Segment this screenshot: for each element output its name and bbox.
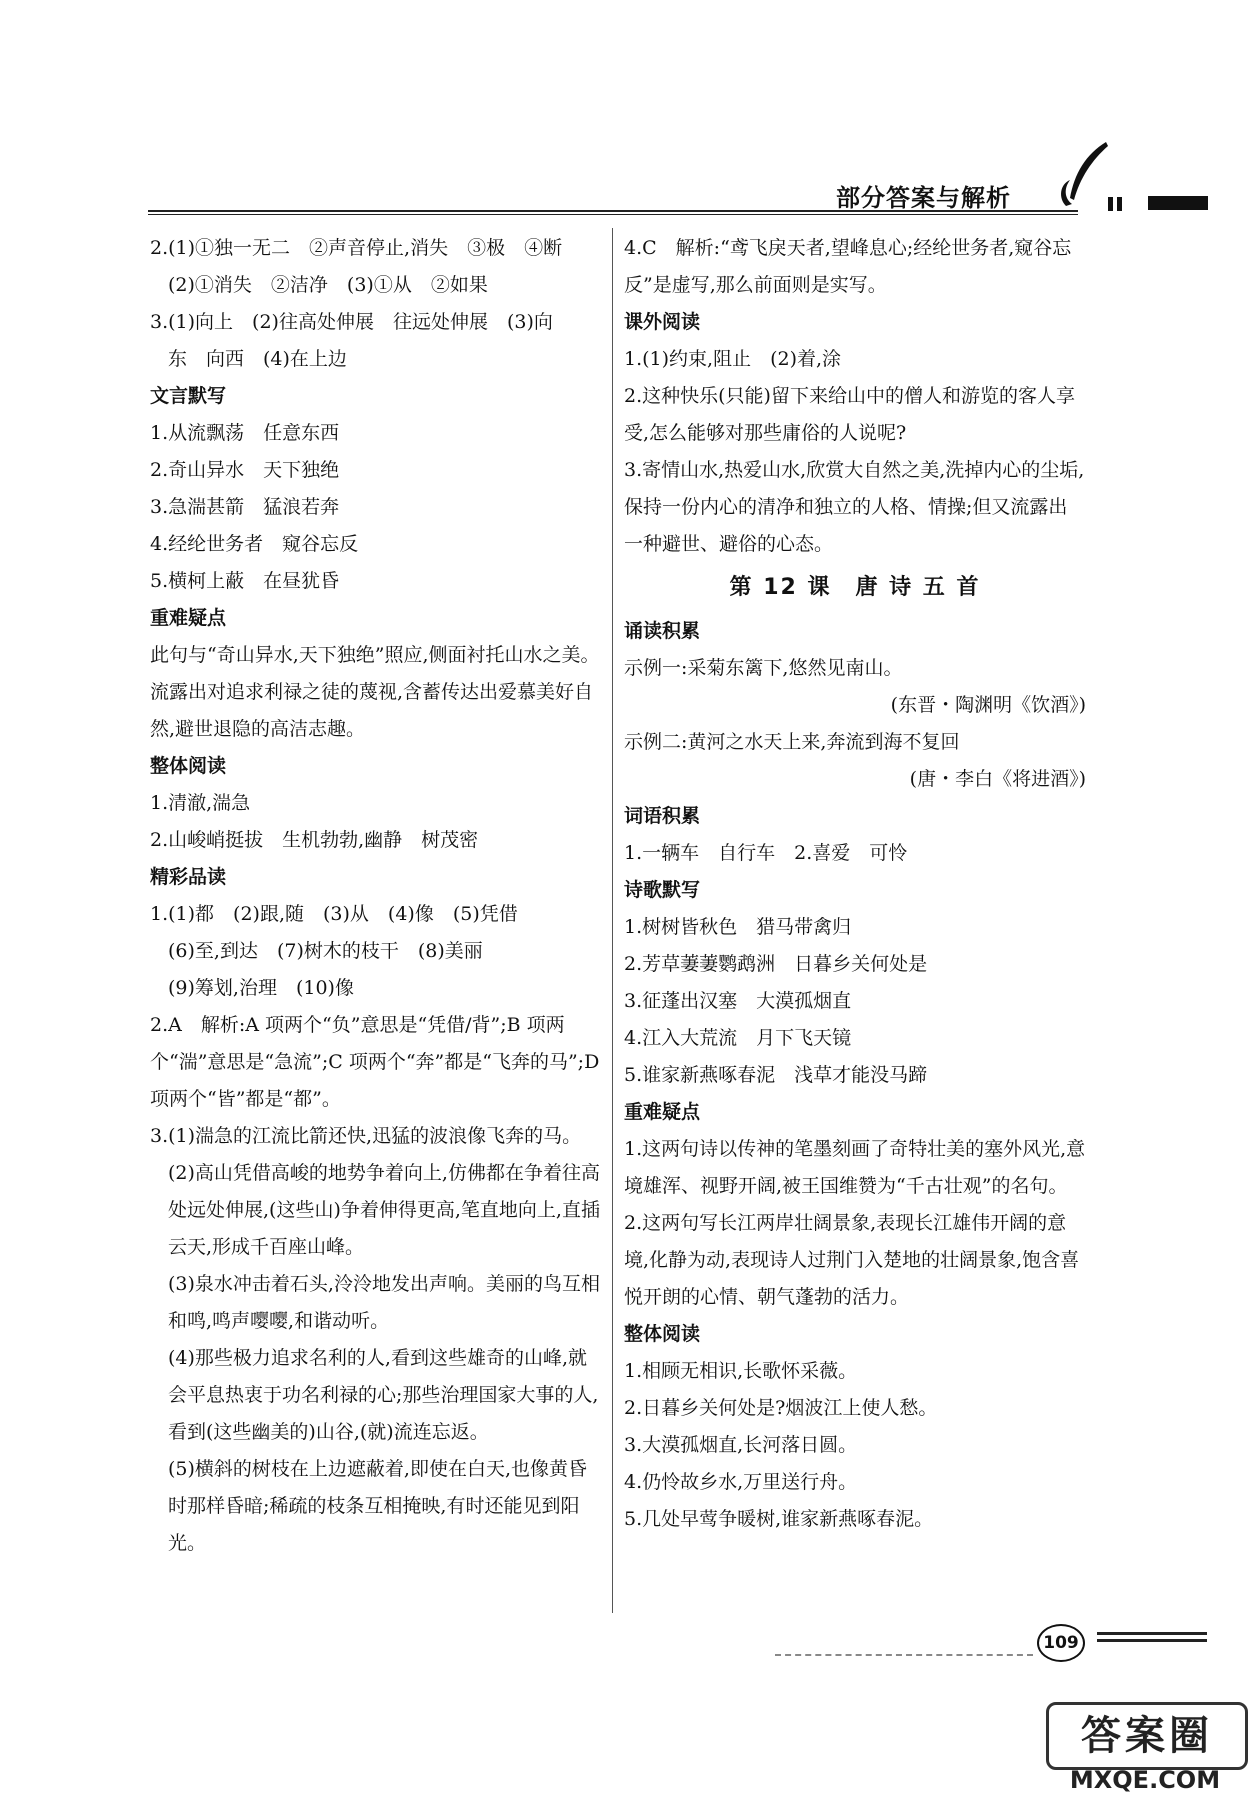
section-title: 部分答案与解析 [836,184,1011,212]
answer-line: 示例一:采菊东篱下,悠然见南山。 [624,657,903,679]
answer-line: 1.树树皆秋色 猎马带禽归 [624,916,852,938]
answer-line: 3.征蓬出汉塞 大漠孤烟直 [624,990,852,1012]
section-heading: 整体阅读 [624,1323,701,1345]
answer-line: 2.山峻峭挺拔 生机勃勃,幽静 树茂密 [150,829,479,851]
answer-line: 2.(1)①独一无二 ②声音停止,消失 ③极 ④断 [150,237,563,259]
answer-line: 4.仍怜故乡水,万里送行舟。 [624,1471,858,1493]
section-heading: 重难疑点 [150,607,227,629]
answer-line: (2)①消失 ②洁净 (3)①从 ②如果 [168,274,488,296]
section-heading: 整体阅读 [150,755,227,777]
watermark-url: MXQE.COM [1069,1766,1221,1794]
answer-line: (6)至,到达 (7)树木的枝干 (8)美丽 [168,940,483,962]
answer-paragraph: (2)高山凭借高峻的地势争着向上,仿佛都在争着往高处远处伸展,(这些山)争着伸得更高,笔直地向上,直插云天,形成千百座山峰。 [168,1162,600,1258]
answer-line: 5.谁家新燕啄春泥 浅草才能没马蹄 [624,1064,928,1086]
header-rule [148,210,1078,215]
answer-line: 1.(1)约束,阻止 (2)着,涂 [624,348,842,370]
header-bar [1148,196,1208,210]
page-header [148,160,1208,220]
answer-line: 1.(1)都 (2)跟,随 (3)从 (4)像 (5)凭借 [150,903,518,925]
answer-paragraph: 2.这种快乐(只能)留下来给山中的僧人和游览的客人享受,怎么能够对那些庸俗的人说呢? [624,385,1075,444]
citation: (唐・李白《将进酒》) [909,768,1086,790]
citation: (东晋・陶渊明《饮酒》) [890,694,1086,716]
answer-line: 5.几处早莺争暖树,谁家新燕啄春泥。 [624,1508,934,1530]
answer-line: (9)筹划,治理 (10)像 [168,977,354,999]
answer-line: 5.横柯上蔽 在昼犹昏 [150,570,340,592]
page-number: 109 [1037,1624,1085,1662]
answer-paragraph: 4.C 解析:“鸢飞戾天者,望峰息心;经纶世务者,窥谷忘反”是虚写,那么前面则是实写。 [624,237,1072,296]
answer-line: 1.从流飘荡 任意东西 [150,422,340,444]
page-footer [775,1622,1215,1662]
answer-line: 2.芳草萋萋鹦鹉洲 日暮乡关何处是 [624,953,928,975]
answer-paragraph: 此句与“奇山异水,天下独绝”照应,侧面衬托山水之美。流露出对追求利禄之徒的蔑视,含蓄传达出爱慕美好自然,避世退隐的高洁志趣。 [150,644,600,740]
watermark-logo [1040,1700,1250,1796]
answer-line: 1.清澈,湍急 [150,792,251,814]
footer-dashed-rule [775,1654,1033,1656]
section-heading: 重难疑点 [624,1101,701,1123]
footer-ornament [1097,1632,1207,1646]
answer-line: 3.急湍甚箭 猛浪若奔 [150,496,340,518]
section-heading: 精彩品读 [150,866,227,888]
answer-line: 1.相顾无相识,长歌怀采薇。 [624,1360,858,1382]
section-heading: 课外阅读 [624,311,701,333]
answer-paragraph: 3.(1)湍急的江流比箭还快,迅猛的波浪像飞奔的马。 [150,1125,582,1147]
section-heading: 词语积累 [624,805,701,827]
lesson-title: 第 12 课 唐 诗 五 首 [729,575,981,600]
answer-line: 示例二:黄河之水天上来,奔流到海不复回 [624,731,960,753]
section-heading: 诗歌默写 [624,879,701,901]
answer-paragraph: (4)那些极力追求名利的人,看到这些雄奇的山峰,就会平息热衷于功名利禄的心;那些治理国家大事的人,看到(这些幽美的)山谷,(就)流连忘返。 [168,1347,599,1443]
quill-pen-icon [1056,140,1116,212]
watermark-text: 答案圈 [1046,1702,1248,1770]
answer-paragraph: 2.A 解析:A 项两个“负”意思是“凭借/背”;B 项两个“湍”意思是“急流”;C 项两个“奔”都是“飞奔的马”;D 项两个“皆”都是“都”。 [150,1014,600,1110]
answer-line: 4.江入大荒流 月下飞天镜 [624,1027,852,1049]
answer-line: 2.日暮乡关何处是?烟波江上使人愁。 [624,1397,938,1419]
section-heading: 文言默写 [150,385,227,407]
right-column [624,230,1086,1538]
answer-line: 3.大漠孤烟直,长河落日圆。 [624,1434,858,1456]
answer-line: 2.奇山异水 天下独绝 [150,459,340,481]
answer-paragraph: (5)横斜的树枝在上边遮蔽着,即使在白天,也像黄昏时那样昏暗;稀疏的枝条互相掩映,有时还能见到阳光。 [168,1458,587,1554]
answer-paragraph: 3.寄情山水,热爱山水,欣赏大自然之美,洗掉内心的尘垢,保持一份内心的清净和独立的人格、情操;但又流露出一种避世、避俗的心态。 [624,459,1085,555]
answer-paragraph: (3)泉水冲击着石头,泠泠地发出声响。美丽的鸟互相和鸣,鸣声嘤嘤,和谐动听。 [168,1273,600,1332]
column-divider [612,228,613,1613]
answer-line: 4.经纶世务者 窥谷忘反 [150,533,359,555]
left-column [150,230,602,1562]
answer-paragraph: 2.这两句写长江两岸壮阔景象,表现长江雄伟开阔的意境,化静为动,表现诗人过荆门入楚地的壮阔景象,饱含喜悦开朗的心情、朝气蓬勃的活力。 [624,1212,1080,1308]
answer-line: 3.(1)向上 (2)往高处伸展 往远处伸展 (3)向 [150,311,553,333]
answer-line: 1.一辆车 自行车 2.喜爱 可怜 [624,842,908,864]
section-heading: 诵读积累 [624,620,701,642]
header-ornament [1108,196,1144,210]
answer-line: 东 向西 (4)在上边 [168,348,347,370]
answer-paragraph: 1.这两句诗以传神的笔墨刻画了奇特壮美的塞外风光,意境雄浑、视野开阔,被王国维赞为“千古壮观”的名句。 [624,1138,1086,1197]
